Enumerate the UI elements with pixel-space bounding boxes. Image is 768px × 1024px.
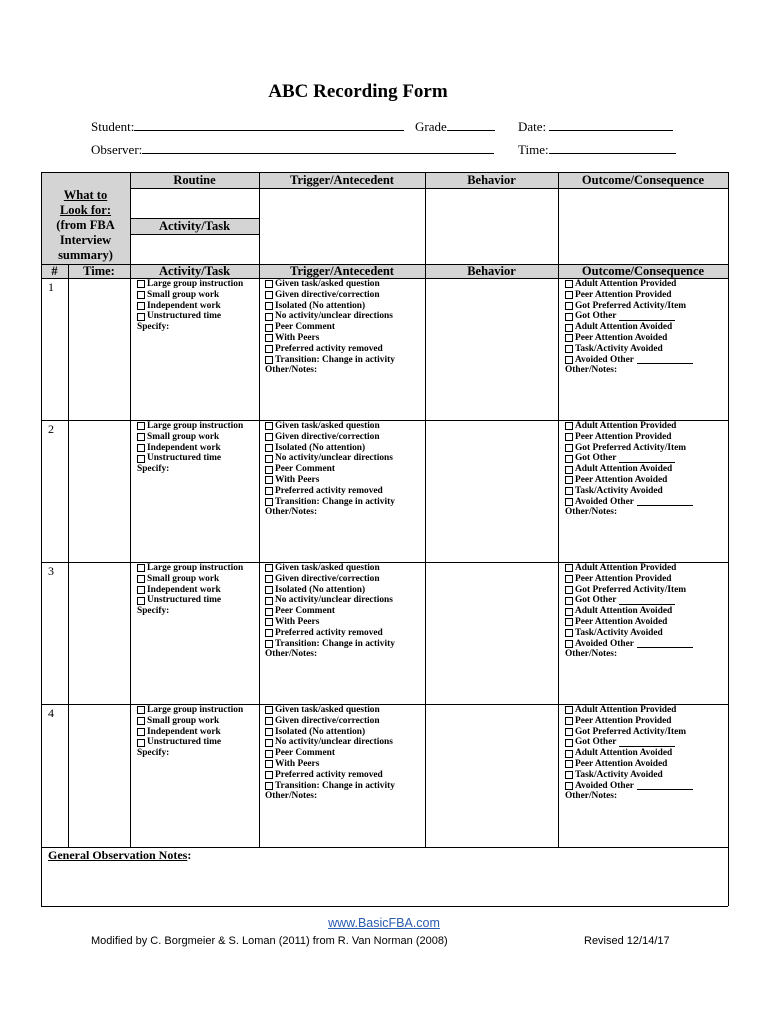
checkbox[interactable]	[565, 739, 573, 747]
checkbox[interactable]	[265, 597, 273, 605]
option-label: Given directive/correction	[275, 573, 380, 584]
option-label: Preferred activity removed	[275, 769, 383, 780]
general-notes-area[interactable]	[42, 864, 727, 905]
option-label: Isolated (No attention)	[275, 442, 366, 453]
checkbox[interactable]	[137, 586, 145, 594]
other-notes-label: Other/Notes:	[265, 791, 318, 802]
option-label: Got Preferred Activity/Item	[575, 442, 687, 453]
option-label: Avoided Other	[575, 354, 634, 365]
checkbox[interactable]	[565, 334, 573, 342]
trigger-options-row-1	[265, 279, 395, 376]
other-notes-label: Other/Notes:	[265, 507, 318, 518]
what-to-look-for-line3: (from FBA	[56, 218, 115, 232]
blank-line[interactable]	[637, 781, 693, 790]
option-label: Adult Attention Provided	[575, 421, 677, 431]
option-label: Task/Activity Avoided	[575, 627, 663, 638]
row-number: 2	[48, 422, 54, 436]
option-label: With Peers	[275, 616, 320, 627]
option-label: Got Preferred Activity/Item	[575, 584, 687, 595]
checkbox[interactable]	[565, 597, 573, 605]
general-notes-heading	[48, 848, 191, 863]
checkbox[interactable]	[265, 739, 273, 747]
option-label: With Peers	[275, 474, 320, 485]
checkbox[interactable]	[265, 618, 273, 626]
checkbox[interactable]	[137, 313, 145, 321]
subheader-behavior: Behavior	[467, 264, 516, 278]
checkbox[interactable]	[265, 728, 273, 736]
subheader-number: #	[51, 264, 58, 278]
option-label: Preferred activity removed	[275, 627, 383, 638]
activity-options-row-1	[137, 279, 243, 333]
option-label: Peer Attention Avoided	[575, 332, 668, 343]
option-label: Isolated (No attention)	[275, 584, 366, 595]
other-notes-label: Other/Notes:	[565, 791, 618, 802]
time-label: Time:	[518, 142, 549, 157]
option-label: Got Other	[575, 595, 617, 606]
header-activity-task: Activity/Task	[158, 219, 231, 233]
checkbox[interactable]	[265, 422, 273, 430]
specify-label: Specify:	[137, 464, 170, 475]
specify-label: Specify:	[137, 606, 170, 617]
option-label: Small group work	[147, 715, 220, 726]
checkbox[interactable]	[265, 771, 273, 779]
specify-label: Specify:	[137, 748, 170, 759]
option-label: Small group work	[147, 431, 220, 442]
checkbox[interactable]	[265, 706, 273, 714]
checkbox[interactable]	[265, 498, 273, 506]
option-label: Got Other	[575, 311, 617, 322]
subheader-outcome: Outcome/Consequence	[581, 264, 705, 278]
footer-revised: Revised 12/14/17	[584, 935, 670, 947]
option-label: Adult Attention Avoided	[575, 748, 673, 759]
other-notes-label: Other/Notes:	[565, 365, 618, 376]
option-label: No activity/unclear directions	[275, 737, 393, 748]
checkbox[interactable]	[565, 760, 573, 768]
header-outcome: Outcome/Consequence	[581, 173, 705, 187]
date-label: Date:	[518, 119, 547, 134]
option-label: Peer Comment	[275, 748, 335, 759]
blank-line[interactable]	[619, 454, 675, 463]
checkbox[interactable]	[565, 706, 573, 714]
subheader-time: Time:	[83, 264, 115, 278]
subheader-activity-task: Activity/Task	[158, 264, 231, 278]
checkbox[interactable]	[137, 728, 145, 736]
checkbox[interactable]	[565, 618, 573, 626]
option-label: Independent work	[147, 300, 221, 311]
checkbox[interactable]	[565, 728, 573, 736]
checkbox[interactable]	[565, 302, 573, 310]
checkbox[interactable]	[265, 476, 273, 484]
option-label: Independent work	[147, 584, 221, 595]
option-label: Transition: Change in activity	[275, 496, 395, 507]
checkbox[interactable]	[137, 433, 145, 441]
option-label: Peer Comment	[275, 322, 335, 333]
option-label: Small group work	[147, 289, 220, 300]
option-label: Large group instruction	[147, 279, 244, 289]
checkbox[interactable]	[137, 444, 145, 452]
grade-label: Grade	[415, 119, 447, 134]
checkbox[interactable]	[137, 455, 145, 463]
option-label: Got Other	[575, 737, 617, 748]
checkbox[interactable]	[265, 334, 273, 342]
trigger-options-row-4	[265, 705, 395, 802]
option-label: Unstructured time	[147, 737, 222, 748]
option-label: Transition: Change in activity	[275, 354, 395, 365]
checkbox[interactable]	[565, 291, 573, 299]
student-label: Student:	[91, 119, 135, 134]
footer-credit: Modified by C. Borgmeier & S. Loman (2011) from R. Van Norman (2008)	[91, 935, 448, 947]
checkbox[interactable]	[265, 608, 273, 616]
form-title: ABC Recording Form	[268, 81, 448, 102]
option-label: Peer Attention Provided	[575, 289, 672, 300]
checkbox[interactable]	[565, 487, 573, 495]
option-label: Peer Attention Provided	[575, 573, 672, 584]
checkbox[interactable]	[565, 575, 573, 583]
option-label: Small group work	[147, 573, 220, 584]
row-number: 3	[48, 564, 54, 578]
option-label: Given directive/correction	[275, 715, 380, 726]
checkbox[interactable]	[565, 422, 573, 430]
checkbox[interactable]	[565, 433, 573, 441]
row-number: 1	[48, 280, 54, 294]
activity-options-row-2	[137, 421, 243, 475]
option-label: Avoided Other	[575, 496, 634, 507]
option-label: Given task/asked question	[275, 279, 380, 289]
header-behavior: Behavior	[467, 173, 516, 187]
option-label: Preferred activity removed	[275, 485, 383, 496]
option-label: Large group instruction	[147, 421, 244, 431]
activity-options-row-3	[137, 563, 243, 617]
basicfba-link[interactable]: www.BasicFBA.com	[328, 916, 440, 930]
outcome-options-row-1	[565, 279, 693, 376]
checkbox[interactable]	[265, 302, 273, 310]
option-label: Peer Attention Avoided	[575, 474, 668, 485]
checkbox[interactable]	[265, 629, 273, 637]
checkbox[interactable]	[265, 466, 273, 474]
subheader-trigger: Trigger/Antecedent	[290, 264, 394, 278]
checkbox[interactable]	[137, 739, 145, 747]
option-label: Preferred activity removed	[275, 343, 383, 354]
what-to-look-for-line4: Interview	[59, 233, 112, 247]
checkbox[interactable]	[137, 597, 145, 605]
general-notes-colon: :	[187, 848, 192, 862]
observer-label: Observer:	[91, 142, 143, 157]
checkbox[interactable]	[265, 717, 273, 725]
checkbox[interactable]	[265, 291, 273, 299]
trigger-options-row-2	[265, 421, 395, 518]
checkbox[interactable]	[265, 433, 273, 441]
option-label: With Peers	[275, 332, 320, 343]
other-notes-label: Other/Notes:	[265, 649, 318, 660]
checkbox[interactable]	[137, 717, 145, 725]
checkbox[interactable]	[565, 476, 573, 484]
option-label: Given task/asked question	[275, 563, 380, 573]
what-to-look-for-line1: What to	[63, 188, 108, 202]
checkbox[interactable]	[265, 760, 273, 768]
header-trigger: Trigger/Antecedent	[290, 173, 394, 187]
row-number: 4	[48, 706, 54, 720]
checkbox[interactable]	[137, 575, 145, 583]
checkbox[interactable]	[265, 640, 273, 648]
option-label: Adult Attention Avoided	[575, 322, 673, 333]
option-label: Adult Attention Avoided	[575, 606, 673, 617]
trigger-options-row-3	[265, 563, 395, 660]
option-label: Given directive/correction	[275, 289, 380, 300]
option-label: Given directive/correction	[275, 431, 380, 442]
option-label: Given task/asked question	[275, 705, 380, 715]
option-label: No activity/unclear directions	[275, 453, 393, 464]
option-label: Large group instruction	[147, 705, 244, 715]
what-to-look-for-line2: Look for:	[59, 203, 112, 217]
general-notes-label: General Observation Notes	[48, 848, 188, 862]
checkbox[interactable]	[265, 487, 273, 495]
blank-line[interactable]	[637, 639, 693, 648]
checkbox[interactable]	[565, 324, 573, 332]
checkbox[interactable]	[565, 750, 573, 758]
checkbox[interactable]	[265, 444, 273, 452]
outcome-options-row-4	[565, 705, 693, 802]
checkbox[interactable]	[265, 586, 273, 594]
checkbox[interactable]	[565, 608, 573, 616]
option-label: Got Preferred Activity/Item	[575, 300, 687, 311]
option-label: Avoided Other	[575, 638, 634, 649]
option-label: Task/Activity Avoided	[575, 343, 663, 354]
option-label: Isolated (No attention)	[275, 726, 366, 737]
option-label: Unstructured time	[147, 311, 222, 322]
other-notes-label: Other/Notes:	[565, 507, 618, 518]
activity-options-row-4	[137, 705, 243, 759]
option-label: Independent work	[147, 726, 221, 737]
header-routine: Routine	[173, 173, 216, 187]
option-label: With Peers	[275, 758, 320, 769]
checkbox[interactable]	[265, 782, 273, 790]
option-label: Peer Attention Provided	[575, 431, 672, 442]
option-label: Adult Attention Provided	[575, 279, 677, 289]
checkbox[interactable]	[565, 498, 573, 506]
blank-line[interactable]	[619, 596, 675, 605]
checkbox[interactable]	[565, 280, 573, 288]
checkbox[interactable]	[265, 575, 273, 583]
option-label: Task/Activity Avoided	[575, 485, 663, 496]
checkbox[interactable]	[265, 564, 273, 572]
checkbox[interactable]	[565, 466, 573, 474]
other-notes-label: Other/Notes:	[265, 365, 318, 376]
checkbox[interactable]	[137, 302, 145, 310]
checkbox[interactable]	[137, 422, 145, 430]
outcome-options-row-2	[565, 421, 693, 518]
checkbox[interactable]	[565, 771, 573, 779]
checkbox[interactable]	[565, 356, 573, 364]
option-label: Peer Comment	[275, 464, 335, 475]
checkbox[interactable]	[137, 564, 145, 572]
checkbox[interactable]	[565, 586, 573, 594]
what-to-look-for-line5: summary)	[58, 248, 113, 262]
other-notes-label: Other/Notes:	[565, 649, 618, 660]
option-label: Peer Comment	[275, 606, 335, 617]
blank-line[interactable]	[619, 312, 675, 321]
option-label: Large group instruction	[147, 563, 244, 573]
checkbox[interactable]	[565, 640, 573, 648]
option-label: Adult Attention Provided	[575, 563, 677, 573]
blank-line[interactable]	[637, 497, 693, 506]
option-label: No activity/unclear directions	[275, 595, 393, 606]
checkbox[interactable]	[565, 782, 573, 790]
blank-line[interactable]	[637, 355, 693, 364]
checkbox[interactable]	[137, 280, 145, 288]
checkbox[interactable]	[265, 455, 273, 463]
option-label: Transition: Change in activity	[275, 780, 395, 791]
checkbox[interactable]	[137, 706, 145, 714]
option-label: Avoided Other	[575, 780, 634, 791]
option-label: Unstructured time	[147, 595, 222, 606]
checkbox[interactable]	[265, 313, 273, 321]
option-label: Got Other	[575, 453, 617, 464]
option-label: Isolated (No attention)	[275, 300, 366, 311]
checkbox[interactable]	[265, 750, 273, 758]
checkbox[interactable]	[265, 324, 273, 332]
option-label: Task/Activity Avoided	[575, 769, 663, 780]
checkbox[interactable]	[565, 455, 573, 463]
checkbox[interactable]	[565, 564, 573, 572]
option-label: Peer Attention Avoided	[575, 758, 668, 769]
option-label: Given task/asked question	[275, 421, 380, 431]
checkbox[interactable]	[137, 291, 145, 299]
option-label: Peer Attention Provided	[575, 715, 672, 726]
checkbox[interactable]	[565, 444, 573, 452]
option-label: Adult Attention Provided	[575, 705, 677, 715]
checkbox[interactable]	[565, 717, 573, 725]
checkbox[interactable]	[265, 345, 273, 353]
option-label: No activity/unclear directions	[275, 311, 393, 322]
blank-line[interactable]	[619, 738, 675, 747]
option-label: Unstructured time	[147, 453, 222, 464]
option-label: Transition: Change in activity	[275, 638, 395, 649]
checkbox[interactable]	[265, 280, 273, 288]
outcome-options-row-3	[565, 563, 693, 660]
specify-label: Specify:	[137, 322, 170, 333]
option-label: Got Preferred Activity/Item	[575, 726, 687, 737]
checkbox[interactable]	[565, 313, 573, 321]
checkbox[interactable]	[565, 345, 573, 353]
option-label: Peer Attention Avoided	[575, 616, 668, 627]
checkbox[interactable]	[565, 629, 573, 637]
option-label: Adult Attention Avoided	[575, 464, 673, 475]
option-label: Independent work	[147, 442, 221, 453]
checkbox[interactable]	[265, 356, 273, 364]
